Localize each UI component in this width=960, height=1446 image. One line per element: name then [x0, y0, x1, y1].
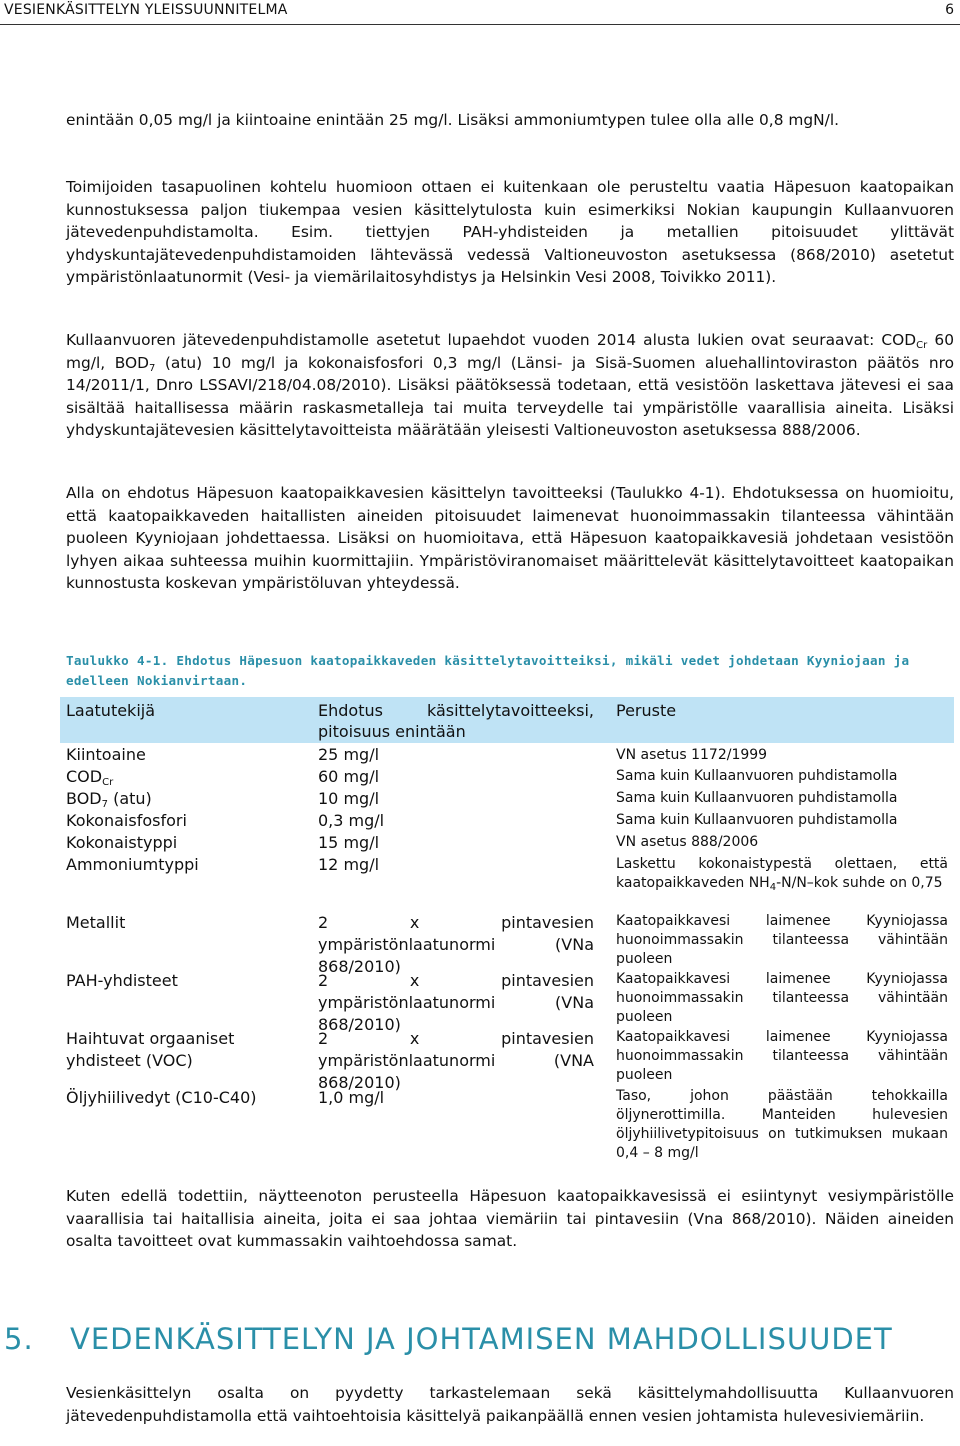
table-cell-param: Kokonaistyppi: [66, 833, 178, 852]
paragraph-2: Toimijoiden tasapuolinen kohtelu huomioon ottaen ei kuitenkaan ole perusteltu vaatia Häpesuon kaatopaikan kunnostuksessa paljon tiukempaa vesien käsittelytulosta kuin esimerkiksi Nokian kaupungin Kullaanvuoren jätevedenpuhdistamolta. Esim. tiettyjen PAH-yhdisteiden ja metallien pitoisuudet ylittävät yhdyskuntajätevedenpuhdistamoiden lähtevässä vedessä Valtioneuvoston asetuksessa (868/2010) asetetut ympäristönlaatunormit (Vesi- ja viemärilaitosyhdistys ja Helsinkin Vesi 2008, Toivikko 2011).: [66, 178, 954, 286]
table-cell-target: 60 mg/l: [318, 767, 380, 786]
page-number: 6: [945, 2, 954, 18]
section-title-text: VEDENKÄSITTELYN JA JOHTAMISEN MAHDOLLISUUDET: [70, 1322, 893, 1356]
table-header-col1: Laatutekijä: [66, 701, 156, 720]
basis-text: Laskettu kokonaistypestä olettaen, että kaatopaikkaveden NH: [616, 856, 948, 891]
table-cell-target: 12 mg/l: [318, 855, 380, 874]
table-cell-basis: Taso, johon päästään tehokkailla öljynerottimilla. Manteiden hulevesien öljyhiilivetypitoisuus on tutkimuksen mukaan 0,4 – 8 mg/l: [616, 1088, 948, 1161]
table-cell-param: [66, 766, 296, 788]
paragraph-3: [66, 329, 954, 442]
table-cell-param: Metallit: [66, 913, 126, 932]
table-cell-target: 10 mg/l: [318, 789, 380, 808]
table-cell-basis: Kaatopaikkavesi laimenee Kyyniojassa huonoimmassakin tilanteessa vähintään puoleen: [616, 913, 948, 967]
header-divider: [0, 24, 960, 25]
table-cell-param: PAH-yhdisteet: [66, 971, 178, 990]
cod-subscript: Cr: [916, 340, 928, 351]
section-heading: [4, 1322, 893, 1356]
param-subscript: 7: [101, 799, 108, 810]
paragraph-5: Kuten edellä todettiin, näytteenoton perusteella Häpesuon kaatopaikkavesissä ei esiintynyt vesiympäristölle vaarallisia tai haitallisia aineita, joita ei saa johtaa viemäriin tai pintavesiin (Vna 868/2010). Näiden aineiden osalta tavoitteet ovat kummassakin vaihtoehdossa samat.: [66, 1187, 954, 1250]
table-cell-basis: Kaatopaikkavesi laimenee Kyyniojassa huonoimmassakin tilanteessa vähintään puoleen: [616, 1029, 948, 1083]
paragraph-4: Alla on ehdotus Häpesuon kaatopaikkavesien käsittelyn tavoitteeksi (Taulukko 4-1). Ehdotuksessa on huomioitu, että kaatopaikkaveden haitallisten aineiden pitoisuudet laimenevat huonoimmassakin tilanteessa vähintään puoleen Kyyniojaan johdettaessa. Lisäksi on huomioitava, että Häpesuon kaatopaikkavesiä johdetaan vesistöön lyhyen aikaa suhteessa muihin kuormittajiin. Ympäristöviranomaiset määrittelevät käsittelytavoitteet kaatopaikan kunnostusta koskevan ympäristöluvan yhteydessä.: [66, 484, 954, 592]
table-cell-basis: VN asetus 888/2006: [616, 834, 759, 850]
section-number: 5.: [4, 1322, 34, 1356]
paragraph-3-part-c: (atu) 10 mg/l ja kokonaisfosfori 0,3 mg/l (Länsi- ja Sisä-Suomen aluehallintoviraston päätös nro 14/2011/1, Dnro LSSAVI/218/04.08/2010). Lisäksi päätöksessä todetaan, että vesistöön laskettava jätevesi ei saa sisältää haitallisessa määrin raskasmetalleja tai muita terveydelle tai ympäristölle vaarallisia aineita. Lisäksi yhdyskuntajätevesien käsittelytavoitteista määrätään yleisesti Valtioneuvoston asetuksessa 888/2006.: [66, 353, 954, 439]
paragraph-3-part-b: 60 mg/l, BOD: [66, 331, 954, 372]
table-cell-target: 15 mg/l: [318, 833, 380, 852]
paragraph-1: enintään 0,05 mg/l ja kiintoaine enintään 25 mg/l. Lisäksi ammoniumtypen tulee olla alle 0,8 mgN/l.: [66, 111, 840, 129]
table-cell-target: 2 x pintavesien ympäristönlaatunormi (VNa 868/2010): [318, 913, 594, 976]
table-header-col3: Peruste: [616, 701, 677, 720]
basis-suffix: -N/N–kok suhde on 0,75: [776, 875, 943, 891]
table-cell-basis: Sama kuin Kullaanvuoren puhdistamolla: [616, 790, 898, 806]
table-cell-target: 1,0 mg/l: [318, 1088, 385, 1107]
table-cell-basis: Kaatopaikkavesi laimenee Kyyniojassa huonoimmassakin tilanteessa vähintään puoleen: [616, 971, 948, 1025]
basis-subscript: 4: [769, 882, 777, 893]
table-cell-param: Ammoniumtyppi: [66, 855, 199, 874]
paragraph-6: Vesienkäsittelyn osalta on pyydetty tarkastelemaan sekä käsittelymahdollisuutta Kullaanvuoren jätevedenpuhdistamolla että vaihtoehtoisia käsittelyä paikanpäällä ennen vesien johtamista hulevesiviemäriin.: [66, 1384, 954, 1425]
table-cell-param: Kiintoaine: [66, 745, 146, 764]
table-cell-param: [66, 788, 296, 810]
paragraph-3-part-a: Kullaanvuoren jätevedenpuhdistamolle asetetut lupaehdot vuoden 2014 alusta lukien ovat seuraavat: COD: [66, 331, 917, 349]
table-caption: Taulukko 4-1. Ehdotus Häpesuon kaatopaikkaveden käsittelytavoitteiksi, mikäli vedet johdetaan Kyyniojaan ja edelleen Nokianvirtaan.: [66, 653, 910, 688]
param-text: BOD: [66, 789, 102, 808]
param-text: COD: [66, 767, 103, 786]
bod-subscript: 7: [148, 362, 156, 374]
table-cell-basis: [616, 855, 948, 893]
table-cell-param: Kokonaisfosfori: [66, 811, 187, 830]
table-cell-param: Öljyhiilivedyt (C10-C40): [66, 1088, 257, 1107]
table-cell-param: Haihtuvat orgaaniset yhdisteet (VOC): [66, 1029, 235, 1070]
param-suffix: (atu): [107, 789, 152, 808]
table-cell-target: 2 x pintavesien ympäristönlaatunormi (VNA 868/2010): [318, 1029, 594, 1092]
table-header-col2: Ehdotus käsittelytavoitteeksi, pitoisuus enintään: [318, 701, 594, 741]
table-cell-basis: VN asetus 1172/1999: [616, 747, 768, 763]
running-header-title: VESIENKÄSITTELYN YLEISSUUNNITELMA: [4, 2, 288, 18]
table-cell-target: 25 mg/l: [318, 745, 380, 764]
param-subscript: Cr: [102, 777, 114, 788]
table-cell-target: 0,3 mg/l: [318, 811, 385, 830]
table-cell-target: 2 x pintavesien ympäristönlaatunormi (VNa 868/2010): [318, 971, 594, 1034]
table-cell-basis: Sama kuin Kullaanvuoren puhdistamolla: [616, 768, 898, 784]
table-cell-basis: Sama kuin Kullaanvuoren puhdistamolla: [616, 812, 898, 828]
